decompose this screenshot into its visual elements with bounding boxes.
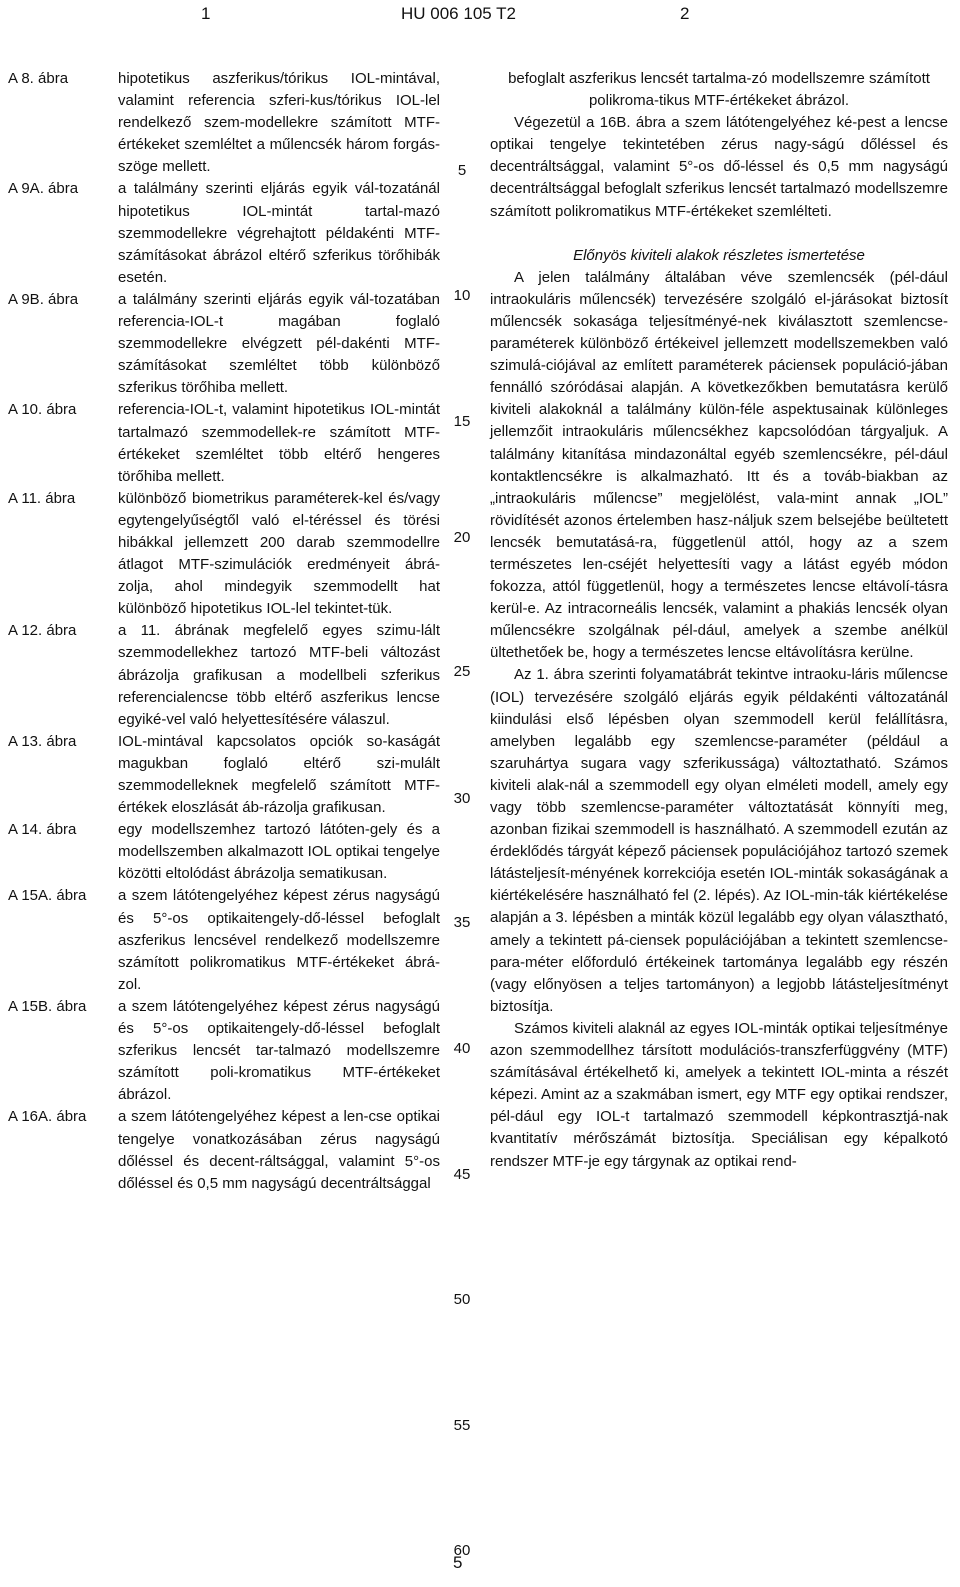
figure-description: a szem látótengelyéhez képest zérus nagyságú és 5°-os optikaitengely-dő-léssel befoglalt aszferikus lencsével rendelkező modellszemre számított polikromatikus MTF-értékeket ábrá-zol.	[118, 887, 440, 993]
line-number: 25	[453, 663, 471, 680]
figure-description: a szem látótengelyéhez képest zérus nagyságú és 5°-os optikaitengely-dő-léssel befoglalt szferikus lencsét tar-talmazó modellszemre számított poli-kromatikus MTF-értékeket ábrázol.	[118, 997, 440, 1104]
figure-label: A 14. ábra	[8, 821, 77, 839]
section-title: Előnyös kiviteli alakok részletes ismertetése	[573, 246, 865, 264]
figure-description: referencia-IOL-t, valamint hipotetikus IOL-mintát tartalmazó szemmodellek-re számított MTF-értékeket szemléltet több eltérő hengeres törőhiba mellett.	[118, 401, 440, 485]
figure-entry	[8, 1106, 440, 1194]
figure-description: a találmány szerinti eljárás egyik vál-tozatánál hipotetikus IOL-mintát tartal-mazó szemmodellekre végrehajtott példakénti MTF-számításokat ábrázol eltérő szferikus törőhibák esetén.	[118, 180, 440, 286]
line-number: 35	[453, 914, 471, 931]
line-number: 45	[453, 1166, 471, 1183]
line-number: 60	[453, 1542, 471, 1559]
line-number: 20	[453, 529, 471, 546]
figure-description: egy modellszemhez tartozó látóten-gely és a modellszemben alkalmazott IOL optikai tengelye közötti eltolódást ábrázolja sematikusan.	[118, 821, 440, 883]
figure-label: A 11. ábra	[8, 489, 76, 507]
page-header	[0, 4, 960, 28]
figure-entry	[8, 399, 440, 487]
figure-entry	[8, 885, 440, 995]
figure-description: különböző biometrikus paraméterek-kel és/vagy egytengelyűségtől való el-téréssel és törési hibákkal jellemzett 200 darab szemmodellre átlagot MTF-szimulációk eredményeit ábrá-zolja, ahol mindegyik szemmodellt hat különböző hipotetikus IOL-lel tekintet-tük.	[118, 489, 440, 618]
figure-entry	[8, 819, 440, 885]
paragraph: Végezetül a 16B. ábra a szem látótengelyéhez ké-pest a lencse optikai tengelye tekintetében zérus nagy-ságú dőléssel és decentráltsággal, valamint 5°-os dő-léssel és 0,5 mm nagyságú decentráltsággal befoglalt szferikus lencsét tartalmazó modellszemre számított polikromatikus MTF-értékeket szemlélteti.	[490, 114, 948, 220]
figure-label: A 10. ábra	[8, 401, 77, 419]
line-number: 40	[453, 1040, 471, 1057]
line-number: 15	[453, 413, 471, 430]
right-column	[490, 68, 948, 1173]
figure-label: A 15A. ábra	[8, 887, 87, 905]
figure-label: A 9B. ábra	[8, 290, 79, 308]
line-number: 55	[453, 1417, 471, 1434]
figure-label: A 8. ábra	[8, 70, 69, 87]
figure-description: IOL-mintával kapcsolatos opciók so-kaságát magukban foglaló eltérő szi-mulált szemmodelleknek megfelelő számított MTF-értékek eloszlását áb-rázolja grafikusan.	[118, 732, 440, 817]
page-footer-number: 5	[453, 1553, 463, 1572]
paragraph: befoglalt aszferikus lencsét tartalma-zó modellszemre számított polikroma-tikus MTF-értékeket ábrázol.	[508, 70, 930, 110]
figure-list	[8, 68, 440, 1195]
figure-entry	[8, 289, 440, 399]
figure-entry	[8, 620, 440, 730]
figure-entry	[8, 488, 440, 621]
figure-entry	[8, 731, 440, 819]
figure-label: A 9A. ábra	[8, 180, 79, 198]
paragraph: Számos kiviteli alaknál az egyes IOL-minták optikai teljesítménye azon szemmodellhez társított modulációs-transzferfüggvény (MTF) számításával értékelhető ki, amelyek a tekintett IOL-minta a részét képezi. Amint az a szakmában ismert, egy MTF egy optikai rendszer, pél-dául egy IOL-t tartalmazó szemmodell képkontrasztjá-nak kvantitatív mérőszámát biztosítja. Speciálisan egy képalkotó rendszer MTF-je egy tárgynak az optikai rend-	[490, 1019, 948, 1170]
figure-entry	[8, 178, 440, 288]
line-number: 10	[453, 287, 471, 304]
figure-label: A 13. ábra	[8, 732, 77, 750]
figure-entry	[8, 68, 440, 178]
figure-description: hipotetikus aszferikus/tórikus IOL-mintával, valamint referencia szferi-kus/tórikus IOL-lel rendelkező szem-modellekre számított MTF-értékeket szemléltet a műlencsék három forgás-szöge mellett.	[118, 70, 440, 176]
header-page-left: 1	[201, 4, 211, 23]
line-number: 5	[457, 162, 467, 179]
line-number: 50	[453, 1291, 471, 1308]
line-number: 30	[453, 790, 471, 807]
figure-label: A 15B. ábra	[8, 997, 87, 1015]
paragraph: Az 1. ábra szerinti folyamatábrát tekintve intraoku-láris műlencse (IOL) tervezésére szolgáló eljárás egyik példakénti változatánál kiindulási első lépésben olyan szemmodell kerül felállításra, amelyben legalább egy szemlencse-paraméter (például a szaruhártya sugara vagy szferikussága) változtatható. Számos kiviteli alak-nál a szemmodell egy olyan elméleti modell, amely egy vagy több szemlencse-paraméter változtatását könnyíti meg, azonban fizikai szemmodell is használható. A szemmodell ezután az érdeklődés tárgyát képező páciensek populációjához tartozó szemek látásteljesít-ményének korrekciója esetén IOL-minták sokaságának a kiértékelésére használható fel (2. lépés). Az IOL-min-ták kiértékelése alapján a 3. lépésben a minták közül legalább egy olyan választható, amely a tekintett pá-ciensek populációjában a tekintett szemlencse-para-méter előforduló értékeinek tartománya legalább egy részén (vagy előnyösen a teljes tartományon) a legjobb látásteljesítményt biztosítja.	[490, 666, 948, 1015]
figure-entry	[8, 996, 440, 1106]
figure-description: a szem látótengelyéhez képest a len-cse optikai tengelye vonatkozásában zérus nagyságú dőléssel és decent-ráltsággal, valamint 5°-os dőléssel és 0,5 mm nagyságú decentráltsággal	[118, 1108, 440, 1192]
figure-label: A 16A. ábra	[8, 1108, 87, 1126]
figure-description: a 11. ábrának megfelelő egyes szimu-lált szemmodellekhez tartozó MTF-beli változást ábrázolja grafikusan a modellbeli szferikus referencialencse több eltérő aszferikus lencse egyiké-vel való helyettesítésére válaszul.	[118, 622, 440, 728]
paragraph: A jelen találmány általában véve szemlencsék (pél-dául intraokuláris műlencsék) tervezésére szolgáló el-járásokat biztosít műlencsék sokasága teljesítményé-nek kiválasztott szemlencse-paraméterek különböző értékeivel jellemzett modellszemekben való szimulá-ciójával az említett paraméterek páciensek populáció-jában fennálló szóródásai alapján. A következőkben bemutatásra kerülő kiviteli alakoknál a találmány külön-féle aspektusainak különleges jellemzőit intraokuláris műlencsékhez kapcsolódóan tárgyaljuk. A találmány kitanítása mindazonáltal egyéb szemlencsékre, pél-dául kontaktlencsékre is alkalmazható. Itt és a továb-biakban az „intraokuláris műlencse” megjelölést, vala-mint annak „IOL” rövidítését azonos értelemben hasz-náljuk szem belsejébe beültetett lencsék bemutatásá-ra, függetlenül attól, hogy az a szem természetes len-cséjét helyettesíti vagy a látást egyéb módon fokozza, attól függetlenül, hogy a természetes lencse eltávolí-tásra kerül-e. Az intracorneális lencsék, valamint a phakiás lencsék olyan műlencsékre szolgálnak pél-dául, amelyek a szembe anélkül ültethetőek be, hogy a természetes lencse eltávolításra kerülne.	[490, 268, 948, 662]
header-doc-id: HU 006 105 T2	[401, 4, 516, 23]
header-page-right: 2	[680, 4, 690, 23]
figure-label: A 12. ábra	[8, 622, 77, 640]
figure-description: a találmány szerinti eljárás egyik vál-tozatában referencia-IOL-t magában foglaló szemmodellekre elvégzett pél-dakénti MTF-számításokat szemléltet több különböző szferikus törőhiba mellett.	[118, 290, 440, 397]
